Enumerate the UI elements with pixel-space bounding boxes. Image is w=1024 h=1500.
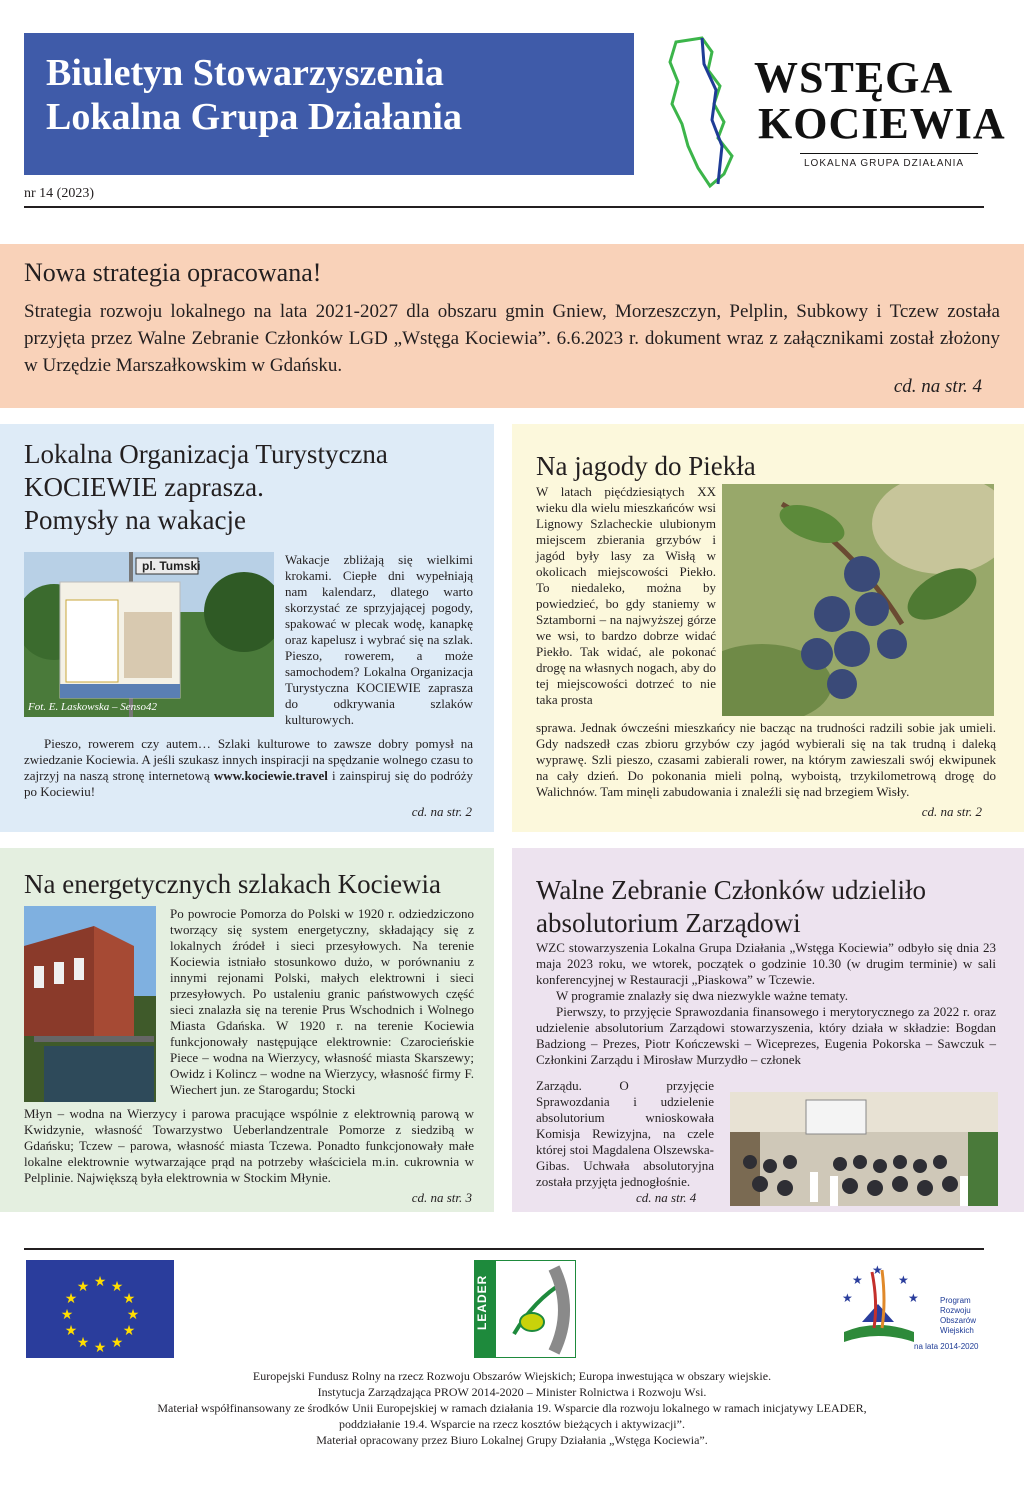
bulletin-title-box [24, 33, 634, 175]
blueberries-icon [722, 484, 994, 716]
lgd-logo [662, 34, 1006, 194]
banner-title: Nowa strategia opracowana! [24, 258, 322, 287]
logo-rule [800, 153, 978, 154]
tourism-article [0, 424, 494, 832]
bottom-divider [24, 1248, 984, 1250]
svg-text:★: ★ [122, 1291, 136, 1307]
svg-text:★: ★ [842, 1291, 853, 1305]
blueberries-photo [722, 484, 994, 716]
kociewie-map-icon [662, 34, 762, 194]
prow-line2: Rozwoju [940, 1306, 971, 1315]
blueberries-side-text: W latach pięćdziesiątych XX wieku dla wielu mieszkańców wsi Lignowy Szlacheckie ulubionym miejscem zbierania grzybów i jagód były lasy za Wisłą w okolicach miejscowości Piekło. To niedaleko, można by powiedzieć, bo gdy staniemy w Sztamborni – na najwyższej górze we wsi, to bardzo dobrze widać Piekło. Tak widać, ale pokonać drogę na własnych nogach, aby do tej miejscowości dotrzeć to nie taka prosta [536, 484, 716, 707]
svg-text:★: ★ [122, 1323, 136, 1339]
footer-line2: Instytucja Zarządzająca PROW 2014-2020 – Minister Rolnictwa i Rozwoju Wsi. [317, 1385, 707, 1399]
prow-line4: Wiejskich [940, 1326, 974, 1335]
tourism-photo [24, 552, 274, 717]
meeting-side-text: Zarządu. O przyjęcie Sprawozdania i udzielenie absolutorium wnioskowała Komisja Rewizyjna, na czele której stoi Magdalena Olszewska-Gibas. Uchwała absolutoryjna została przyjęta jednogłośnie. [536, 1078, 714, 1189]
tourism-title-line1: Lokalna Organizacja Turystyczna [24, 439, 388, 469]
energy-side-text: Po powrocie Pomorza do Polski w 1920 r. odziedziczono tworzący się system energetyczny, składający się z lokalnych źródeł i sieci przesyłowych. Na terenie Kociewia istniało stosunkowo dużo, w porównaniu z innymi rejonami Polski, małych elektrowni i sieci przesyłowych. Po ustaleniu granic państwowych część sieci znalazła się na terenie Prus Wschodnich i Wolnego Miasta Gdańska. W 1920 r. na terenie Kociewia funkcjonowały następujące elektrownie: Czarocieńskie Piece – wodna na Wierzycy, własność miasta Skarszewy; Owidz i Kolincz – wodne na Wierzycy, własność firmy F. Wiechert jun. ze Starogardu; Stocki [170, 906, 474, 1097]
leader-logo [474, 1260, 576, 1358]
svg-text:★: ★ [64, 1291, 78, 1307]
blueberries-body-text: sprawa. Jednak ówcześni mieszkańcy nie bacząc na trudności radzili sobie jak umieli. Gdy nadszedł czas zbioru grzybów czy jagód wybierali się na tak trudną i daleką wyprawę. Szli pieszo, czasami zabierali rower, na którym zawieszali swój ekwipunek na cały dzień. Do pokonania mieli polną, wyboistą, trzykilometrową drogę do Walichnów. Tam minęli zabudowania i znaleźli się nad brzegiem Wisły. [536, 720, 996, 799]
footer-line4: poddziałanie 19.4. Wsparcie na rzecz kosztów bieżących i aktywizacji”. [339, 1417, 685, 1431]
eu-flag-icon [26, 1260, 174, 1358]
meeting-text-block [536, 940, 996, 1068]
svg-text:★: ★ [908, 1291, 919, 1305]
energy-title: Na energetycznych szlakach Kociewia [24, 869, 442, 899]
banner-text: Strategia rozwoju lokalnego na lata 2021-2027 dla obszaru gmin Gniew, Morzeszczyn, Pelplin, Subkowy i Tczew została przyjęta przez Walne Zebranie Członków LGD „Wstęga Kociewia”. 6.6.2023 r. dokument wraz z załącznikami został złożony w Urzędzie Marszałkowskim w Gdańsku. [24, 301, 1000, 376]
prow-logo [832, 1262, 992, 1358]
tourism-body-text [24, 736, 473, 800]
logo-tagline: LOKALNA GRUPA DZIAŁANIA [804, 158, 965, 169]
blueberries-article [512, 424, 1024, 832]
banner-continued: cd. na str. 4 [893, 376, 982, 397]
svg-text:★: ★ [872, 1263, 883, 1277]
prow-line3: Obszarów [940, 1316, 977, 1325]
svg-text:★: ★ [110, 1335, 124, 1351]
meeting-para2: W programie znalazły się dwa niezwykle ważne tematy. [556, 988, 849, 1003]
footer-line1: Europejski Fundusz Rolny na rzecz Rozwoju Obszarów Wiejskich; Europa inwestująca w obszary wiejskie. [252, 1369, 772, 1383]
svg-text:★: ★ [852, 1273, 863, 1287]
meeting-para1: WZC stowarzyszenia Lokalna Grupa Działania „Wstęga Kociewia” odbyło się dnia 23 maja 2023 roku, we wtorek, początek o godzinie 10.30 (w drugim terminie) w sali konferencyjnej w Restauracji „Piaskowa” w Tczewie. [536, 940, 996, 987]
issue-number: nr 14 (2023) [24, 186, 94, 201]
photo-caption: Fot. E. Laskowska – Senso42 [28, 701, 157, 713]
funding-footer [40, 1368, 984, 1448]
svg-text:★: ★ [76, 1335, 90, 1351]
meeting-title-line1: Walne Zebranie Członków udzieliło [536, 875, 926, 905]
meeting-para3: Pierwszy, to przyjęcie Sprawozdania finansowego i merytorycznego za 2022 r. oraz udzielenie absolutorium Zarządowi stowarzyszenia, który działa w składzie: Bogdan Badziong – Prezes, Piotr Kończewski – Wiceprezes, Eugenia Pokorska – Sawczuk – Członkini Zarządu i Mirosław Murzydło – członek [536, 1004, 996, 1067]
svg-text:★: ★ [93, 1274, 107, 1290]
svg-text:★: ★ [93, 1340, 107, 1356]
leader-logo-icon [474, 1260, 576, 1358]
sign-label: pl. Tumski [142, 559, 201, 573]
meeting-article [512, 848, 1024, 1212]
svg-text:★: ★ [64, 1323, 78, 1339]
tourism-continued: cd. na str. 2 [411, 804, 472, 819]
meeting-continued: cd. na str. 4 [636, 1190, 697, 1205]
eu-flag [26, 1260, 174, 1358]
power-plant-icon [24, 906, 156, 1102]
svg-text:★: ★ [76, 1279, 90, 1295]
prow-years: na lata 2014-2020 [914, 1342, 979, 1351]
svg-text:★: ★ [898, 1273, 909, 1287]
prow-text [940, 1296, 976, 1336]
tourism-title-line2: KOCIEWIE zaprasza. [24, 472, 264, 502]
tourism-title-line3: Pomysły na wakacje [24, 505, 246, 535]
meeting-title-line2: absolutorium Zarządowi [536, 908, 801, 938]
footer-line3: Materiał współfinansowany ze środków Unii Europejskiej w ramach działania 19. Wsparcie dla rozwoju lokalnego w ramach inicjatywy LEADER, [157, 1401, 867, 1415]
svg-text:★: ★ [126, 1307, 140, 1323]
strategy-banner [0, 244, 1024, 408]
bulletin-title-line2: Lokalna Grupa Działania [46, 96, 462, 138]
footer-line5: Materiał opracowany przez Biuro Lokalnej Grupy Działania „Wstęga Kociewia”. [316, 1433, 708, 1447]
energy-body-text: Młyn – wodna na Wierzycy i parowa pracujące wspólnie z elektrownią parową w Kwidzynie, własność Towarzystwo Ueberlandzentrale Pomorze z siedzibą w Gdańsku; Tczew – parowa, własność miasta Tczewa. Ponadto funkcjonowały małe lokalne elektrownie wytwarzające prąd na potrzeby właściciela m.in. cukrownia w Pelplinie. Największą była elektrownia w Stockim Młynie. [24, 1106, 474, 1185]
svg-text:★: ★ [110, 1279, 124, 1295]
meeting-photo [730, 1092, 998, 1206]
power-plant-photo [24, 906, 156, 1102]
energy-article [0, 848, 494, 1212]
energy-continued: cd. na str. 3 [411, 1190, 472, 1205]
svg-text:★: ★ [60, 1307, 74, 1323]
tourism-side-text: Wakacje zbliżają się wielkimi krokami. Ciepłe dni wypełniają nam kalendarz, dlatego warto skorzystać ze sprzyjającej pogody, spakować w plecak wodę, kanapkę oraz kapelusz i wybrać się na szlak. Pieszo, rowerem, a może samochodem? Lokalna Organizacja Turystyczna KOCIEWIE zaprasza do odkrywania szlaków kulturowych. [285, 552, 473, 727]
blueberries-title: Na jagody do Piekła [536, 451, 756, 481]
conference-room-icon [730, 1092, 998, 1206]
logo-text-line2: KOCIEWIA [758, 99, 1006, 148]
top-divider [24, 206, 984, 208]
tourism-text-after-link: i zainspiruj się do podróży po Kociewiu! [24, 768, 473, 799]
prow-line1: Program [940, 1296, 971, 1305]
logo-text-line1: WSTĘGA [754, 53, 954, 102]
tourism-text-before-link: Pieszo, rowerem czy autem… Szlaki kulturowe to zawsze dobry pomysł na zwiedzanie Kociewia. A jeśli szukasz innych inspiracji na spędzanie wolnego czasu to zajrzyj na naszą stronę internetową [24, 736, 473, 783]
kociewie-travel-link[interactable]: www.kociewie.travel [213, 768, 328, 783]
bulletin-title-line1: Biuletyn Stowarzyszenia [46, 52, 444, 94]
blueberries-continued: cd. na str. 2 [921, 804, 982, 819]
cultural-trail-sign-icon [24, 552, 274, 717]
leader-label: LEADER [475, 1274, 489, 1330]
